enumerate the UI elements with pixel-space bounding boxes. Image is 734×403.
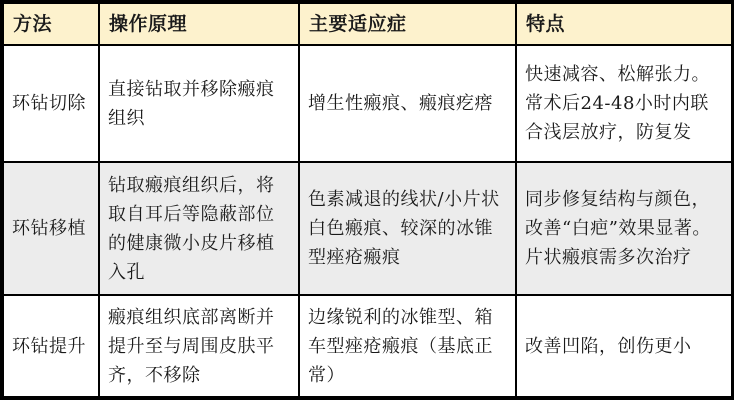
table-row-punch-graft xyxy=(2,162,733,295)
cell-method: 环钻提升 xyxy=(2,295,99,398)
cell-method: 环钻移植 xyxy=(2,162,99,295)
cell-features: 快速减容、松解张力。常术后24-48小时内联合浅层放疗，防复发 xyxy=(516,45,733,162)
header-method: 方法 xyxy=(2,2,99,45)
header-principle: 操作原理 xyxy=(99,2,299,45)
cell-principle: 直接钻取并移除瘢痕组织 xyxy=(99,45,299,162)
header-row xyxy=(2,2,733,45)
cell-indications: 增生性瘢痕、瘢痕疙瘩 xyxy=(299,45,516,162)
table-row-punch-elevation xyxy=(2,295,733,398)
cell-method: 环钻切除 xyxy=(2,45,99,162)
cell-features: 同步修复结构与颜色，改善“白疤”效果显著。片状瘢痕需多次治疗 xyxy=(516,162,733,295)
table-row-punch-excision xyxy=(2,45,733,162)
cell-indications: 边缘锐利的冰锥型、箱车型痤疮瘢痕（基底正常） xyxy=(299,295,516,398)
cell-principle: 钻取瘢痕组织后，将取自耳后等隐蔽部位的健康微小皮片移植入孔 xyxy=(99,162,299,295)
cell-indications: 色素减退的线状/小片状白色瘢痕、较深的冰锥型痤疮瘢痕 xyxy=(299,162,516,295)
cell-principle: 瘢痕组织底部离断并提升至与周围皮肤平齐，不移除 xyxy=(99,295,299,398)
cell-features: 改善凹陷，创伤更小 xyxy=(516,295,733,398)
header-indications: 主要适应症 xyxy=(299,2,516,45)
header-features: 特点 xyxy=(516,2,733,45)
